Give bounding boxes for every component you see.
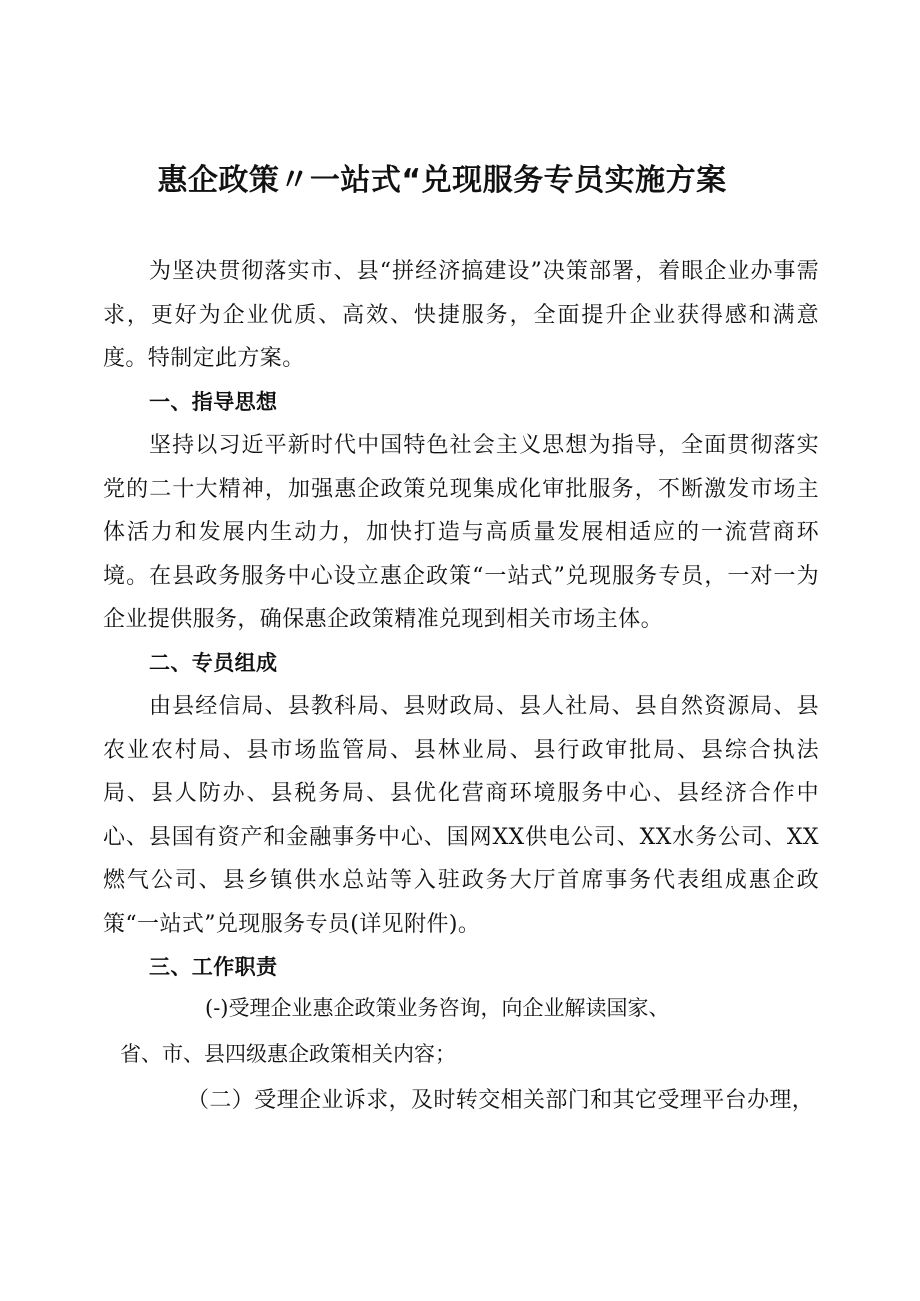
duty-item-1-line-2: 省、市、县四级惠企政策相关内容； xyxy=(120,1042,456,1066)
section-heading-guiding-ideology: 一、指导思想 xyxy=(149,389,278,414)
document-body xyxy=(103,250,819,990)
document-title: 惠企政策〃一站式“兑现服务专员实施方案 xyxy=(157,163,727,198)
section-heading-duties: 三、工作职责 xyxy=(149,955,278,979)
section-body-guiding-ideology: 坚持以习近平新时代中国特色社会主义思想为指导，全面贯彻落实党的二十大精神，加强惠企政策兑现集成化审批服务，不断激发市场主体活力和发展内生动力，加快打造与高质量发展相适应的一流营商环境。在县政务服务中心设立惠企政策“一站式”兑现服务专员，一对一为企业提供服务，确保惠企政策精准兑现到相关市场主体。 xyxy=(103,433,819,632)
section-body-members: 由县经信局、县教科局、县财政局、县人社局、县自然资源局、县农业农村局、县市场监管局、县林业局、县行政审批局、县综合执法局、县人防办、县税务局、县优化营商环境服务中心、县经济合作中心、县国有资产和金融事务中心、国网XX供电公司、XX水务公司、XX燃气公司、县乡镇供水总站等入驻政务大厅首席事务代表组成惠企政策“一站式”兑现服务专员(详见附件)。 xyxy=(103,694,819,937)
section-heading-members: 二、专员组成 xyxy=(149,650,278,675)
duty-item-2-line-1: （二）受理企业诉求，及时转交相关部门和其它受理平台办理， xyxy=(187,1088,815,1113)
intro-paragraph: 为坚决贯彻落实市、县“拼经济搞建设”决策部署，着眼企业办事需求，更好为企业优质、高效、快捷服务，全面提升企业获得感和满意度。特制定此方案。 xyxy=(103,259,819,371)
duty-item-1-line-1: (-)受理企业惠企政策业务咨询，向企业解读国家、 xyxy=(205,996,670,1020)
